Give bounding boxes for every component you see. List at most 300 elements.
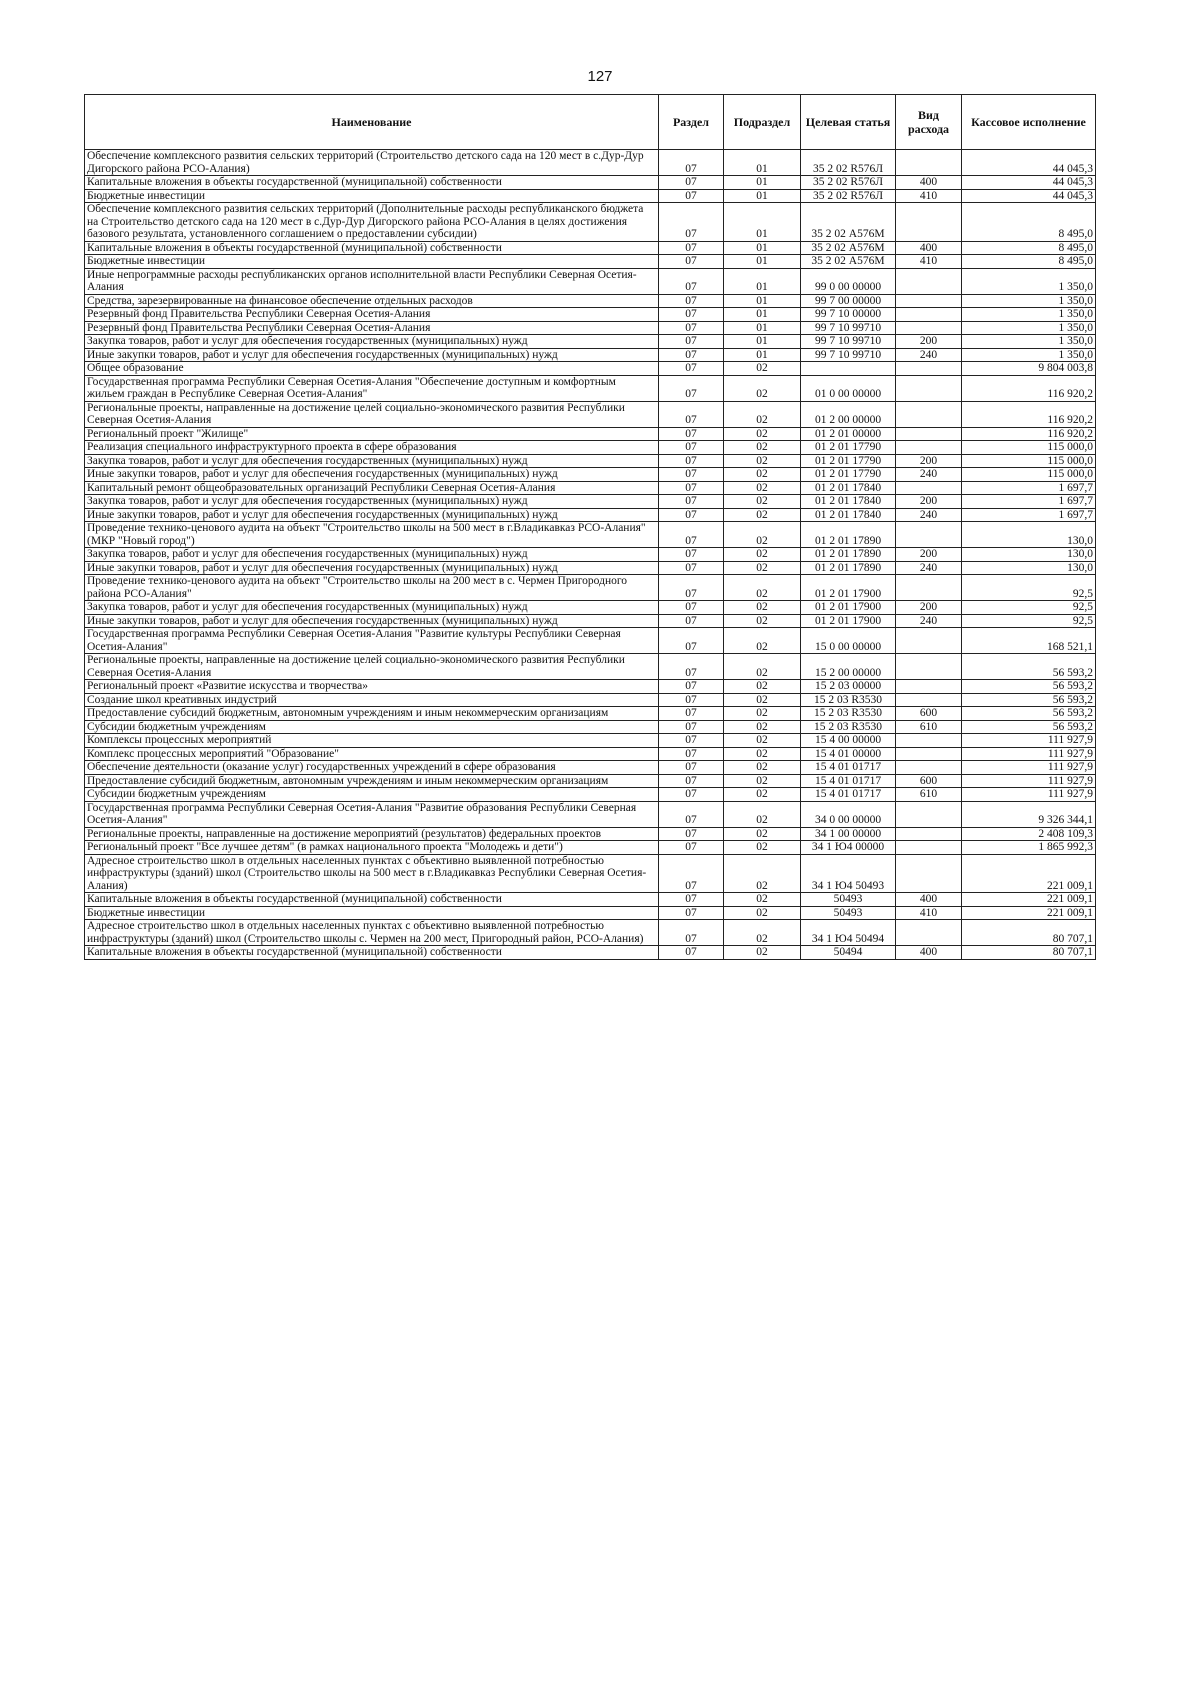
row-name: Общее образование: [85, 362, 659, 376]
row-name: Региональный проект «Развитие искусства и творчества»: [85, 680, 659, 694]
row-podrazdel: 01: [724, 294, 801, 308]
row-amount: 92,5: [962, 601, 1096, 615]
row-name: Обеспечение деятельности (оказание услуг) государственных учреждений в сфере образования: [85, 761, 659, 775]
row-expense-type: [896, 427, 962, 441]
table-body: [85, 150, 1096, 960]
row-name: Предоставление субсидий бюджетным, автономным учреждениям и иным некоммерческим организациям: [85, 774, 659, 788]
table-row: [85, 601, 1096, 615]
row-razdel: 07: [659, 268, 724, 294]
table-row: [85, 946, 1096, 960]
row-name: Капитальные вложения в объекты государственной (муниципальной) собственности: [85, 241, 659, 255]
row-target-article: 15 4 01 01717: [801, 761, 896, 775]
row-name: Региональные проекты, направленные на достижение целей социально-экономического развития Республики Северная Осетия-Алания: [85, 654, 659, 680]
table-row: [85, 707, 1096, 721]
row-expense-type: [896, 761, 962, 775]
row-expense-type: [896, 522, 962, 548]
row-amount: 168 521,1: [962, 628, 1096, 654]
row-target-article: 15 2 00 00000: [801, 654, 896, 680]
row-expense-type: [896, 693, 962, 707]
header-cash-execution: Кассовое исполнение: [962, 95, 1096, 150]
table-row: [85, 375, 1096, 401]
row-podrazdel: 02: [724, 707, 801, 721]
row-target-article: 99 7 00 00000: [801, 294, 896, 308]
row-razdel: 07: [659, 628, 724, 654]
row-podrazdel: 02: [724, 468, 801, 482]
row-podrazdel: 02: [724, 654, 801, 680]
header-podrazdel: Подраздел: [724, 95, 801, 150]
table-row: [85, 454, 1096, 468]
row-expense-type: [896, 441, 962, 455]
row-name: Государственная программа Республики Северная Осетия-Алания "Обеспечение доступным и комфортным жильем граждан в Республике Северная Осетия-Алания": [85, 375, 659, 401]
row-name: Предоставление субсидий бюджетным, автономным учреждениям и иным некоммерческим организациям: [85, 707, 659, 721]
row-expense-type: 600: [896, 774, 962, 788]
row-amount: 115 000,0: [962, 441, 1096, 455]
row-expense-type: 400: [896, 946, 962, 960]
row-expense-type: [896, 628, 962, 654]
row-podrazdel: 02: [724, 841, 801, 855]
row-name: Проведение технико-ценового аудита на объект "Строительство школы на 200 мест в с. Чермен Пригородного района РСО-Алания": [85, 575, 659, 601]
row-target-article: 99 0 00 00000: [801, 268, 896, 294]
row-name: Бюджетные инвестиции: [85, 906, 659, 920]
row-podrazdel: 02: [724, 441, 801, 455]
row-expense-type: 610: [896, 788, 962, 802]
budget-table: [84, 94, 1096, 960]
row-expense-type: [896, 747, 962, 761]
row-name: Закупка товаров, работ и услуг для обеспечения государственных (муниципальных) нужд: [85, 495, 659, 509]
row-razdel: 07: [659, 561, 724, 575]
row-expense-type: [896, 294, 962, 308]
table-row: [85, 827, 1096, 841]
row-target-article: 15 4 00 00000: [801, 734, 896, 748]
row-razdel: 07: [659, 548, 724, 562]
row-razdel: 07: [659, 348, 724, 362]
row-name: Реализация специального инфраструктурного проекта в сфере образования: [85, 441, 659, 455]
row-razdel: 07: [659, 481, 724, 495]
row-expense-type: [896, 150, 962, 176]
row-podrazdel: 02: [724, 801, 801, 827]
table-row: [85, 893, 1096, 907]
table-row: [85, 680, 1096, 694]
row-name: Комплексы процессных мероприятий: [85, 734, 659, 748]
row-name: Закупка товаров, работ и услуг для обеспечения государственных (муниципальных) нужд: [85, 601, 659, 615]
row-amount: 1 350,0: [962, 308, 1096, 322]
row-razdel: 07: [659, 734, 724, 748]
row-podrazdel: 02: [724, 427, 801, 441]
table-header-row: [85, 95, 1096, 150]
row-podrazdel: 02: [724, 481, 801, 495]
table-row: [85, 335, 1096, 349]
row-razdel: 07: [659, 522, 724, 548]
row-target-article: 99 7 10 99710: [801, 348, 896, 362]
table-row: [85, 906, 1096, 920]
table-row: [85, 241, 1096, 255]
row-target-article: 35 2 02 R576Л: [801, 189, 896, 203]
row-expense-type: [896, 801, 962, 827]
table-row: [85, 495, 1096, 509]
table-row: [85, 801, 1096, 827]
row-name: Создание школ креативных индустрий: [85, 693, 659, 707]
row-podrazdel: 01: [724, 176, 801, 190]
row-amount: 115 000,0: [962, 454, 1096, 468]
row-amount: 130,0: [962, 561, 1096, 575]
table-row: [85, 522, 1096, 548]
table-row: [85, 401, 1096, 427]
row-target-article: 01 2 01 17790: [801, 468, 896, 482]
row-expense-type: [896, 854, 962, 893]
table-row: [85, 561, 1096, 575]
row-podrazdel: 02: [724, 575, 801, 601]
row-expense-type: 410: [896, 255, 962, 269]
row-razdel: 07: [659, 841, 724, 855]
table-row: [85, 203, 1096, 242]
table-row: [85, 255, 1096, 269]
row-podrazdel: 02: [724, 788, 801, 802]
row-amount: 9 804 003,8: [962, 362, 1096, 376]
page-number: 127: [587, 68, 613, 85]
row-name: Резервный фонд Правительства Республики Северная Осетия-Алания: [85, 321, 659, 335]
row-expense-type: [896, 680, 962, 694]
row-amount: 9 326 344,1: [962, 801, 1096, 827]
table-row: [85, 841, 1096, 855]
row-name: Региональные проекты, направленные на достижение целей социально-экономического развития Республики Северная Осетия-Алания: [85, 401, 659, 427]
row-expense-type: [896, 308, 962, 322]
table-row: [85, 189, 1096, 203]
header-target-article: Целевая статья: [801, 95, 896, 150]
table-row: [85, 348, 1096, 362]
row-podrazdel: 02: [724, 401, 801, 427]
row-name: Капитальные вложения в объекты государственной (муниципальной) собственности: [85, 893, 659, 907]
row-target-article: 15 4 01 01717: [801, 774, 896, 788]
row-amount: 44 045,3: [962, 150, 1096, 176]
row-expense-type: 240: [896, 561, 962, 575]
table-row: [85, 761, 1096, 775]
row-razdel: 07: [659, 707, 724, 721]
row-expense-type: [896, 362, 962, 376]
row-expense-type: 200: [896, 601, 962, 615]
row-razdel: 07: [659, 241, 724, 255]
row-expense-type: 240: [896, 614, 962, 628]
row-target-article: 01 2 01 17900: [801, 614, 896, 628]
row-name: Капитальные вложения в объекты государственной (муниципальной) собственности: [85, 176, 659, 190]
row-name: Адресное строительство школ в отдельных населенных пунктах с объективно выявленной потребностью инфраструктуры (зданий) школ (Строительство школы с. Чермен на 200 мест, Пригородный район, РСО-Алания): [85, 920, 659, 946]
row-amount: 92,5: [962, 575, 1096, 601]
row-name: Государственная программа Республики Северная Осетия-Алания "Развитие образования Республики Северная Осетия-Алания": [85, 801, 659, 827]
row-target-article: 15 2 03 R3530: [801, 693, 896, 707]
row-podrazdel: 01: [724, 150, 801, 176]
row-podrazdel: 02: [724, 720, 801, 734]
row-target-article: 15 2 03 00000: [801, 680, 896, 694]
row-target-article: 50493: [801, 906, 896, 920]
row-podrazdel: 01: [724, 189, 801, 203]
row-amount: 56 593,2: [962, 680, 1096, 694]
row-razdel: 07: [659, 801, 724, 827]
row-amount: 1 697,7: [962, 481, 1096, 495]
row-amount: 116 920,2: [962, 375, 1096, 401]
row-amount: 80 707,1: [962, 946, 1096, 960]
row-amount: 56 593,2: [962, 654, 1096, 680]
row-target-article: 99 7 10 99710: [801, 321, 896, 335]
row-target-article: 01 2 01 17790: [801, 454, 896, 468]
row-target-article: 34 1 00 00000: [801, 827, 896, 841]
row-target-article: 15 2 03 R3530: [801, 720, 896, 734]
row-razdel: 07: [659, 375, 724, 401]
row-razdel: 07: [659, 401, 724, 427]
row-podrazdel: 02: [724, 561, 801, 575]
row-amount: 1 350,0: [962, 348, 1096, 362]
table-row: [85, 150, 1096, 176]
table-row: [85, 693, 1096, 707]
row-target-article: 50494: [801, 946, 896, 960]
table-row: [85, 614, 1096, 628]
table-row: [85, 734, 1096, 748]
row-target-article: 01 2 01 17900: [801, 601, 896, 615]
row-amount: 56 593,2: [962, 720, 1096, 734]
row-amount: 111 927,9: [962, 734, 1096, 748]
row-target-article: 35 2 02 А576М: [801, 241, 896, 255]
row-expense-type: 200: [896, 548, 962, 562]
row-target-article: 50493: [801, 893, 896, 907]
row-name: Региональный проект "Жилище": [85, 427, 659, 441]
row-podrazdel: 02: [724, 761, 801, 775]
row-podrazdel: 02: [724, 362, 801, 376]
row-name: Иные закупки товаров, работ и услуг для обеспечения государственных (муниципальных) нужд: [85, 561, 659, 575]
row-razdel: 07: [659, 893, 724, 907]
row-razdel: 07: [659, 720, 724, 734]
row-expense-type: [896, 827, 962, 841]
row-name: Обеспечение комплексного развития сельских территорий (Дополнительные расходы республиканского бюджета на Строительство детского сада на 120 мест в с.Дур-Дур Дигорского района РСО-Алания в целях достижения базового результата, установленного соглашением о предоставлении субсидии): [85, 203, 659, 242]
table-row: [85, 441, 1096, 455]
header-razdel: Раздел: [659, 95, 724, 150]
row-razdel: 07: [659, 495, 724, 509]
row-target-article: 35 2 02 А576М: [801, 203, 896, 242]
table-row: [85, 747, 1096, 761]
row-razdel: 07: [659, 321, 724, 335]
row-amount: 2 408 109,3: [962, 827, 1096, 841]
row-target-article: 01 2 00 00000: [801, 401, 896, 427]
row-amount: 111 927,9: [962, 774, 1096, 788]
row-podrazdel: 02: [724, 375, 801, 401]
row-amount: 44 045,3: [962, 176, 1096, 190]
row-expense-type: 200: [896, 335, 962, 349]
row-amount: 116 920,2: [962, 427, 1096, 441]
row-name: Закупка товаров, работ и услуг для обеспечения государственных (муниципальных) нужд: [85, 548, 659, 562]
table-row: [85, 176, 1096, 190]
row-amount: 1 350,0: [962, 268, 1096, 294]
row-razdel: 07: [659, 150, 724, 176]
row-expense-type: 200: [896, 454, 962, 468]
row-podrazdel: 02: [724, 601, 801, 615]
row-name: Капитальные вложения в объекты государственной (муниципальной) собственности: [85, 946, 659, 960]
row-razdel: 07: [659, 854, 724, 893]
row-razdel: 07: [659, 654, 724, 680]
row-name: Бюджетные инвестиции: [85, 255, 659, 269]
row-name: Иные непрограммные расходы республиканских органов исполнительной власти Республики Северная Осетия-Алания: [85, 268, 659, 294]
row-expense-type: [896, 375, 962, 401]
row-target-article: 99 7 10 00000: [801, 308, 896, 322]
row-name: Бюджетные инвестиции: [85, 189, 659, 203]
header-name: Наименование: [85, 95, 659, 150]
row-razdel: 07: [659, 946, 724, 960]
row-target-article: 15 4 01 01717: [801, 788, 896, 802]
row-target-article: 01 2 01 17900: [801, 575, 896, 601]
row-podrazdel: 02: [724, 893, 801, 907]
row-expense-type: 400: [896, 176, 962, 190]
row-podrazdel: 02: [724, 508, 801, 522]
row-amount: 56 593,2: [962, 707, 1096, 721]
table-row: [85, 294, 1096, 308]
row-amount: 44 045,3: [962, 189, 1096, 203]
table-row: [85, 362, 1096, 376]
table-row: [85, 654, 1096, 680]
row-expense-type: 400: [896, 893, 962, 907]
row-razdel: 07: [659, 788, 724, 802]
row-target-article: 35 2 02 R576Л: [801, 150, 896, 176]
row-expense-type: [896, 203, 962, 242]
row-target-article: 01 2 01 17890: [801, 522, 896, 548]
row-target-article: 35 2 02 R576Л: [801, 176, 896, 190]
row-razdel: 07: [659, 920, 724, 946]
row-razdel: 07: [659, 335, 724, 349]
row-name: Закупка товаров, работ и услуг для обеспечения государственных (муниципальных) нужд: [85, 454, 659, 468]
row-expense-type: [896, 575, 962, 601]
row-podrazdel: 02: [724, 906, 801, 920]
row-name: Региональный проект "Все лучшее детям" (в рамках национального проекта "Молодежь и дети"): [85, 841, 659, 855]
row-razdel: 07: [659, 362, 724, 376]
row-target-article: 01 2 01 17840: [801, 481, 896, 495]
row-podrazdel: 02: [724, 628, 801, 654]
row-podrazdel: 01: [724, 241, 801, 255]
row-target-article: 01 2 01 17890: [801, 548, 896, 562]
table-row: [85, 774, 1096, 788]
row-podrazdel: 02: [724, 774, 801, 788]
row-podrazdel: 02: [724, 734, 801, 748]
row-podrazdel: 02: [724, 495, 801, 509]
row-razdel: 07: [659, 508, 724, 522]
row-amount: 130,0: [962, 522, 1096, 548]
table-row: [85, 468, 1096, 482]
row-target-article: 01 2 01 17790: [801, 441, 896, 455]
row-target-article: 34 0 00 00000: [801, 801, 896, 827]
row-amount: 115 000,0: [962, 468, 1096, 482]
row-podrazdel: 02: [724, 522, 801, 548]
row-razdel: 07: [659, 906, 724, 920]
row-name: Государственная программа Республики Северная Осетия-Алания "Развитие культуры Республики Северная Осетия-Алания": [85, 628, 659, 654]
row-name: Региональные проекты, направленные на достижение мероприятий (результатов) федеральных проектов: [85, 827, 659, 841]
row-name: Иные закупки товаров, работ и услуг для обеспечения государственных (муниципальных) нужд: [85, 614, 659, 628]
row-amount: 80 707,1: [962, 920, 1096, 946]
row-target-article: 99 7 10 99710: [801, 335, 896, 349]
table-row: [85, 427, 1096, 441]
row-razdel: 07: [659, 693, 724, 707]
table-row: [85, 508, 1096, 522]
row-podrazdel: 01: [724, 335, 801, 349]
row-razdel: 07: [659, 601, 724, 615]
row-name: Субсидии бюджетным учреждениям: [85, 720, 659, 734]
row-expense-type: [896, 734, 962, 748]
row-razdel: 07: [659, 747, 724, 761]
row-razdel: 07: [659, 761, 724, 775]
row-expense-type: 240: [896, 508, 962, 522]
row-amount: 1 350,0: [962, 335, 1096, 349]
table-row: [85, 481, 1096, 495]
row-amount: 221 009,1: [962, 854, 1096, 893]
row-target-article: 35 2 02 А576М: [801, 255, 896, 269]
row-expense-type: 600: [896, 707, 962, 721]
row-amount: 1 697,7: [962, 495, 1096, 509]
row-razdel: 07: [659, 255, 724, 269]
row-target-article: 01 2 01 17890: [801, 561, 896, 575]
row-razdel: 07: [659, 427, 724, 441]
row-razdel: 07: [659, 203, 724, 242]
row-name: Иные закупки товаров, работ и услуг для обеспечения государственных (муниципальных) нужд: [85, 468, 659, 482]
table-row: [85, 321, 1096, 335]
row-expense-type: 200: [896, 495, 962, 509]
row-name: Иные закупки товаров, работ и услуг для обеспечения государственных (муниципальных) нужд: [85, 348, 659, 362]
row-expense-type: 410: [896, 906, 962, 920]
row-name: Капитальный ремонт общеобразовательных организаций Республики Северная Осетия-Алания: [85, 481, 659, 495]
row-razdel: 07: [659, 176, 724, 190]
table-row: [85, 575, 1096, 601]
table-row: [85, 628, 1096, 654]
row-podrazdel: 01: [724, 321, 801, 335]
row-name: Резервный фонд Правительства Республики Северная Осетия-Алания: [85, 308, 659, 322]
row-razdel: 07: [659, 468, 724, 482]
row-expense-type: 400: [896, 241, 962, 255]
row-expense-type: 240: [896, 348, 962, 362]
row-expense-type: [896, 481, 962, 495]
row-amount: 111 927,9: [962, 761, 1096, 775]
row-amount: 111 927,9: [962, 788, 1096, 802]
row-razdel: 07: [659, 308, 724, 322]
row-amount: 92,5: [962, 614, 1096, 628]
row-amount: 1 350,0: [962, 321, 1096, 335]
row-amount: 221 009,1: [962, 893, 1096, 907]
row-amount: 1 697,7: [962, 508, 1096, 522]
row-razdel: 07: [659, 614, 724, 628]
row-name: Адресное строительство школ в отдельных населенных пунктах с объективно выявленной потребностью инфраструктуры (зданий) школ (Строительство школы на 500 мест в г.Владикавказ Республики Северная Осетия-Алания): [85, 854, 659, 893]
row-amount: 1 865 992,3: [962, 841, 1096, 855]
row-podrazdel: 02: [724, 854, 801, 893]
row-target-article: 34 1 Ю4 50493: [801, 854, 896, 893]
row-name: Комплекс процессных мероприятий "Образование": [85, 747, 659, 761]
row-podrazdel: 02: [724, 680, 801, 694]
row-target-article: 01 2 01 17840: [801, 508, 896, 522]
table-row: [85, 548, 1096, 562]
row-razdel: 07: [659, 827, 724, 841]
row-podrazdel: 02: [724, 747, 801, 761]
row-expense-type: 240: [896, 468, 962, 482]
row-amount: 130,0: [962, 548, 1096, 562]
row-razdel: 07: [659, 454, 724, 468]
row-expense-type: [896, 920, 962, 946]
row-target-article: 15 4 01 00000: [801, 747, 896, 761]
table-row: [85, 788, 1096, 802]
row-podrazdel: 01: [724, 348, 801, 362]
row-razdel: 07: [659, 680, 724, 694]
row-target-article: 01 0 00 00000: [801, 375, 896, 401]
row-podrazdel: 02: [724, 693, 801, 707]
row-expense-type: [896, 654, 962, 680]
row-name: Субсидии бюджетным учреждениям: [85, 788, 659, 802]
row-razdel: 07: [659, 441, 724, 455]
row-amount: 8 495,0: [962, 255, 1096, 269]
row-podrazdel: 01: [724, 203, 801, 242]
table-row: [85, 854, 1096, 893]
row-expense-type: 610: [896, 720, 962, 734]
row-podrazdel: 02: [724, 548, 801, 562]
row-amount: 8 495,0: [962, 241, 1096, 255]
row-expense-type: [896, 841, 962, 855]
